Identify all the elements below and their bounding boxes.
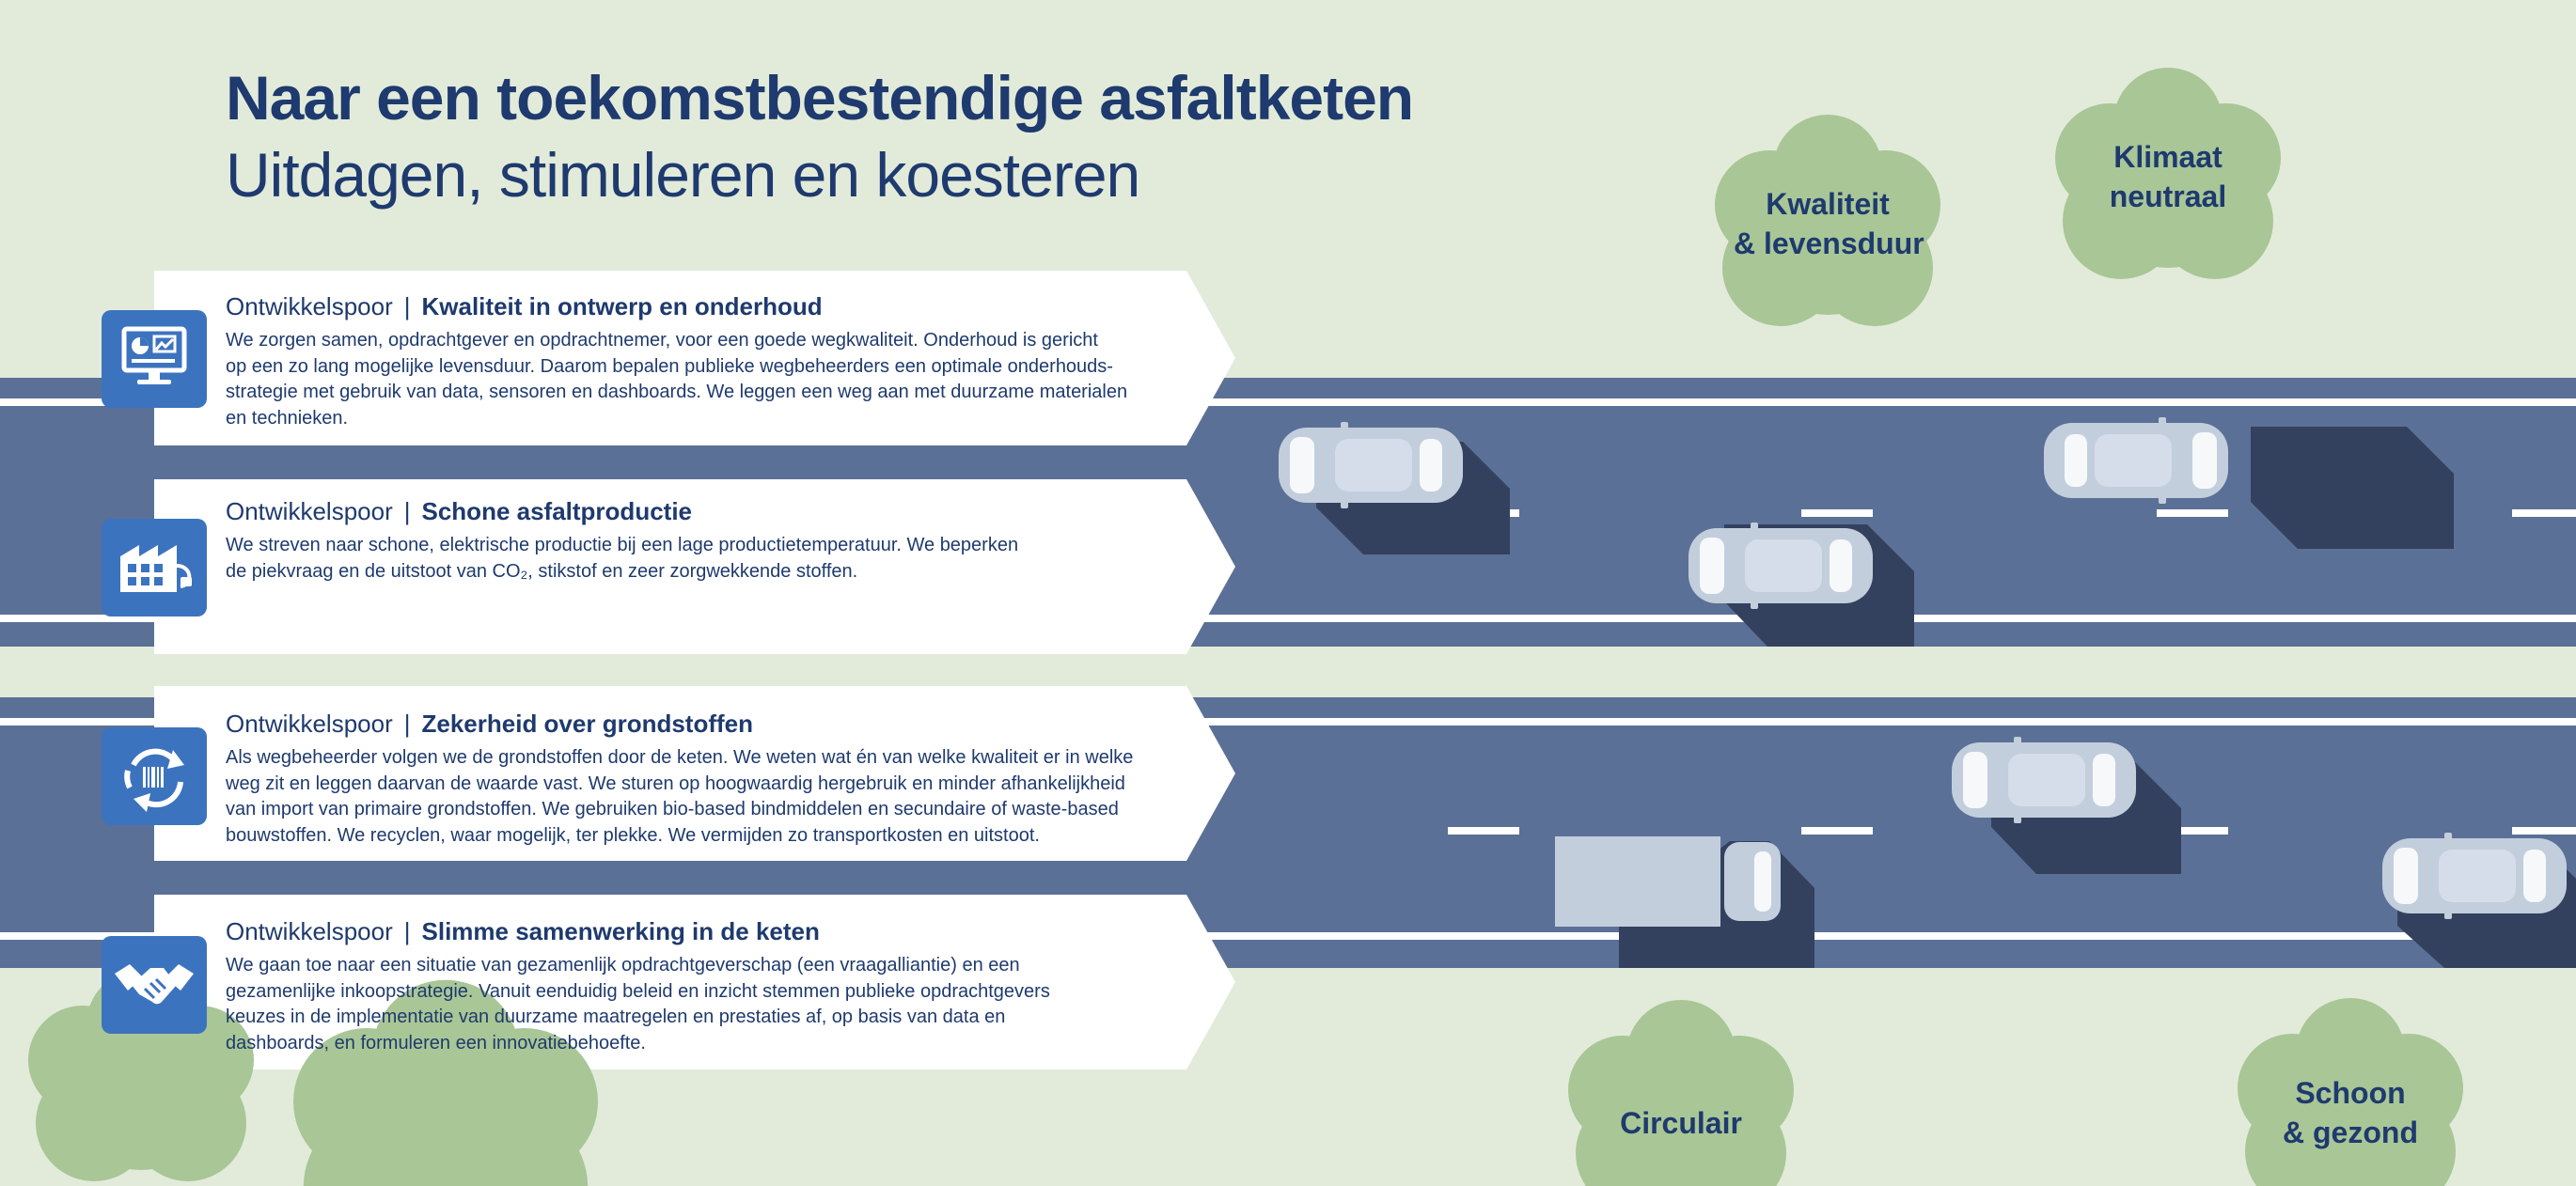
- cloud-label-clean: Schoon & gezond: [2283, 1076, 2418, 1149]
- track-heading: Ontwikkelspoor | Schone asfaltproductie: [226, 497, 692, 525]
- page-title: Naar een toekomstbestendige asfaltketen: [226, 63, 1414, 133]
- cloud-label-climate: Klimaat neutraal: [2109, 140, 2227, 213]
- car-icon: [2044, 417, 2228, 504]
- track-collaboration: [154, 915, 1235, 1056]
- track-production: [154, 495, 1235, 585]
- track-heading: Ontwikkelspoor | Zekerheid over grondstoffen: [226, 710, 753, 738]
- track-heading: Ontwikkelspoor | Kwaliteit in ontwerp en onderhoud: [226, 292, 823, 320]
- truck-icon: [1555, 836, 1781, 927]
- track-description: Als wegbeheerder volgen we de grondstoffen door de keten. We weten wat én van welke kwaliteit er in welke weg zit en leggen daarvan de waarde vast. We sturen op hoogwaardig hergebruik en minder afhankelijkheid van import van primaire grondstoffen. We gebruiken bio-based bindmiddelen en secundaire of waste-based bouwstoffen. We recyclen, waar mogelijk, ter plekke. We vermijden zo transportkosten en uitstoot.: [226, 747, 1134, 846]
- track-quality: [154, 290, 1235, 431]
- car-icon: [2382, 833, 2567, 919]
- cloud-circular-icon: [1568, 1000, 1794, 1186]
- car-icon: [1689, 523, 1873, 609]
- track-description: We gaan toe naar een situatie van gezamenlijk opdrachtgeverschap (een vraagalliantie) en een gezamenlijke inkoopstrategie. Vanuit eenduidig beleid en inzicht stemmen publieke opdrachtgevers keuzes in de implementatie van duurzame maatregelen en prestaties af, op basis van data en dashboards, en formuleren een innovatiebehoefte.: [226, 955, 1050, 1053]
- track-description: We zorgen samen, opdrachtgever en opdrachtnemer, voor een goede wegkwaliteit. Onderhoud is gericht op een zo lang mogelijke levensduur. Daarom bepalen publieke wegbeheerders een optimale onderhouds- strategie met gebruik van data, sensoren en dashboards. We leggen een weg aan met duurzame materialen en technieken.: [226, 330, 1128, 429]
- page-subtitle: Uitdagen, stimuleren en koesteren: [226, 140, 1140, 210]
- car-icon: [1279, 422, 1463, 508]
- track-heading: Ontwikkelspoor | Slimme samenwerking in de keten: [226, 917, 820, 945]
- cloud-label-quality: Kwaliteit & levensduur: [1734, 187, 1924, 260]
- cloud-label-circular: Circulair: [1620, 1106, 1742, 1140]
- car-icon: [1952, 737, 2136, 823]
- track-resources: [154, 708, 1235, 849]
- track-description: We streven naar schone, elektrische productie bij een lage productietemperatuur. We beperken de piekvraag en de uitstoot van CO₂, stikstof en zeer zorgwekkende stoffen.: [226, 535, 1019, 582]
